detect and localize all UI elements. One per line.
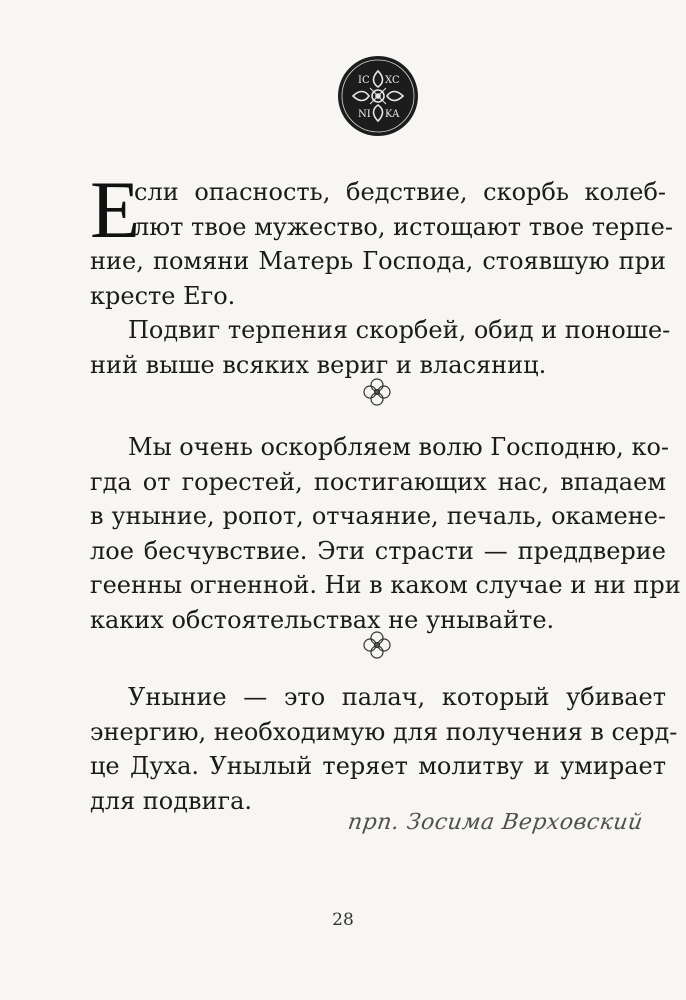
- cross-seal-icon: [337, 55, 419, 137]
- paragraph-line: для подвига.: [90, 786, 253, 815]
- signature-text: прп. Зосима Верховский: [346, 810, 645, 835]
- seal-letters-xc: XC: [385, 75, 400, 86]
- paragraph-line: ний выше всяких вериг и власяниц.: [90, 350, 547, 379]
- paragraph-line: ние, помяни Матерь Господа, стоявшую при: [90, 247, 666, 275]
- paragraph-line: энергию, необходимую для получения в серд-: [90, 717, 678, 746]
- paragraph-line: Подвиг терпения скорбей, обид и поноше-: [128, 316, 671, 344]
- seal-medallion: [337, 55, 419, 137]
- paragraph-line: в уныние, ропот, отчаяние, печаль, окамене-: [90, 502, 666, 530]
- seal-letters-ic: IC: [358, 75, 370, 86]
- paragraph-line: це Духа. Унылый теряет молитву и умирает: [90, 752, 666, 780]
- paragraph-line: кресте Его.: [90, 281, 236, 310]
- paragraph-line: Уныние — это палач, который убивает: [128, 683, 666, 711]
- page-number: 28: [332, 910, 354, 930]
- knot-ornament-icon: [356, 377, 398, 407]
- paragraph-line: лое бесчувствие. Эти страсти — преддверие: [90, 536, 666, 565]
- seal-letters-ka: KA: [385, 109, 400, 120]
- ornament-divider: [356, 630, 398, 660]
- paragraph-line: гда от горестей, постигающих нас, впадаем: [90, 467, 666, 496]
- text-block-3: [90, 680, 678, 818]
- paragraph-line: лют твое мужество, истощают твое терпе-: [134, 212, 673, 241]
- ornament-divider: [356, 377, 398, 407]
- signature: [348, 800, 668, 856]
- paragraph-line: сли опасность, бедствие, скорбь колеб-: [134, 178, 666, 206]
- paragraph-line: Мы очень оскорбляем волю Господню, ко-: [128, 433, 669, 461]
- drop-cap: Е: [90, 164, 141, 255]
- text-block-2: [90, 430, 681, 637]
- seal-letters-ni: NI: [358, 109, 371, 120]
- paragraph-line: каких обстоятельствах не унывайте.: [90, 605, 555, 634]
- text-block-1: [90, 164, 673, 382]
- paragraph-line: геенны огненной. Ни в каком случае и ни при: [90, 571, 681, 599]
- knot-ornament-icon: [356, 630, 398, 660]
